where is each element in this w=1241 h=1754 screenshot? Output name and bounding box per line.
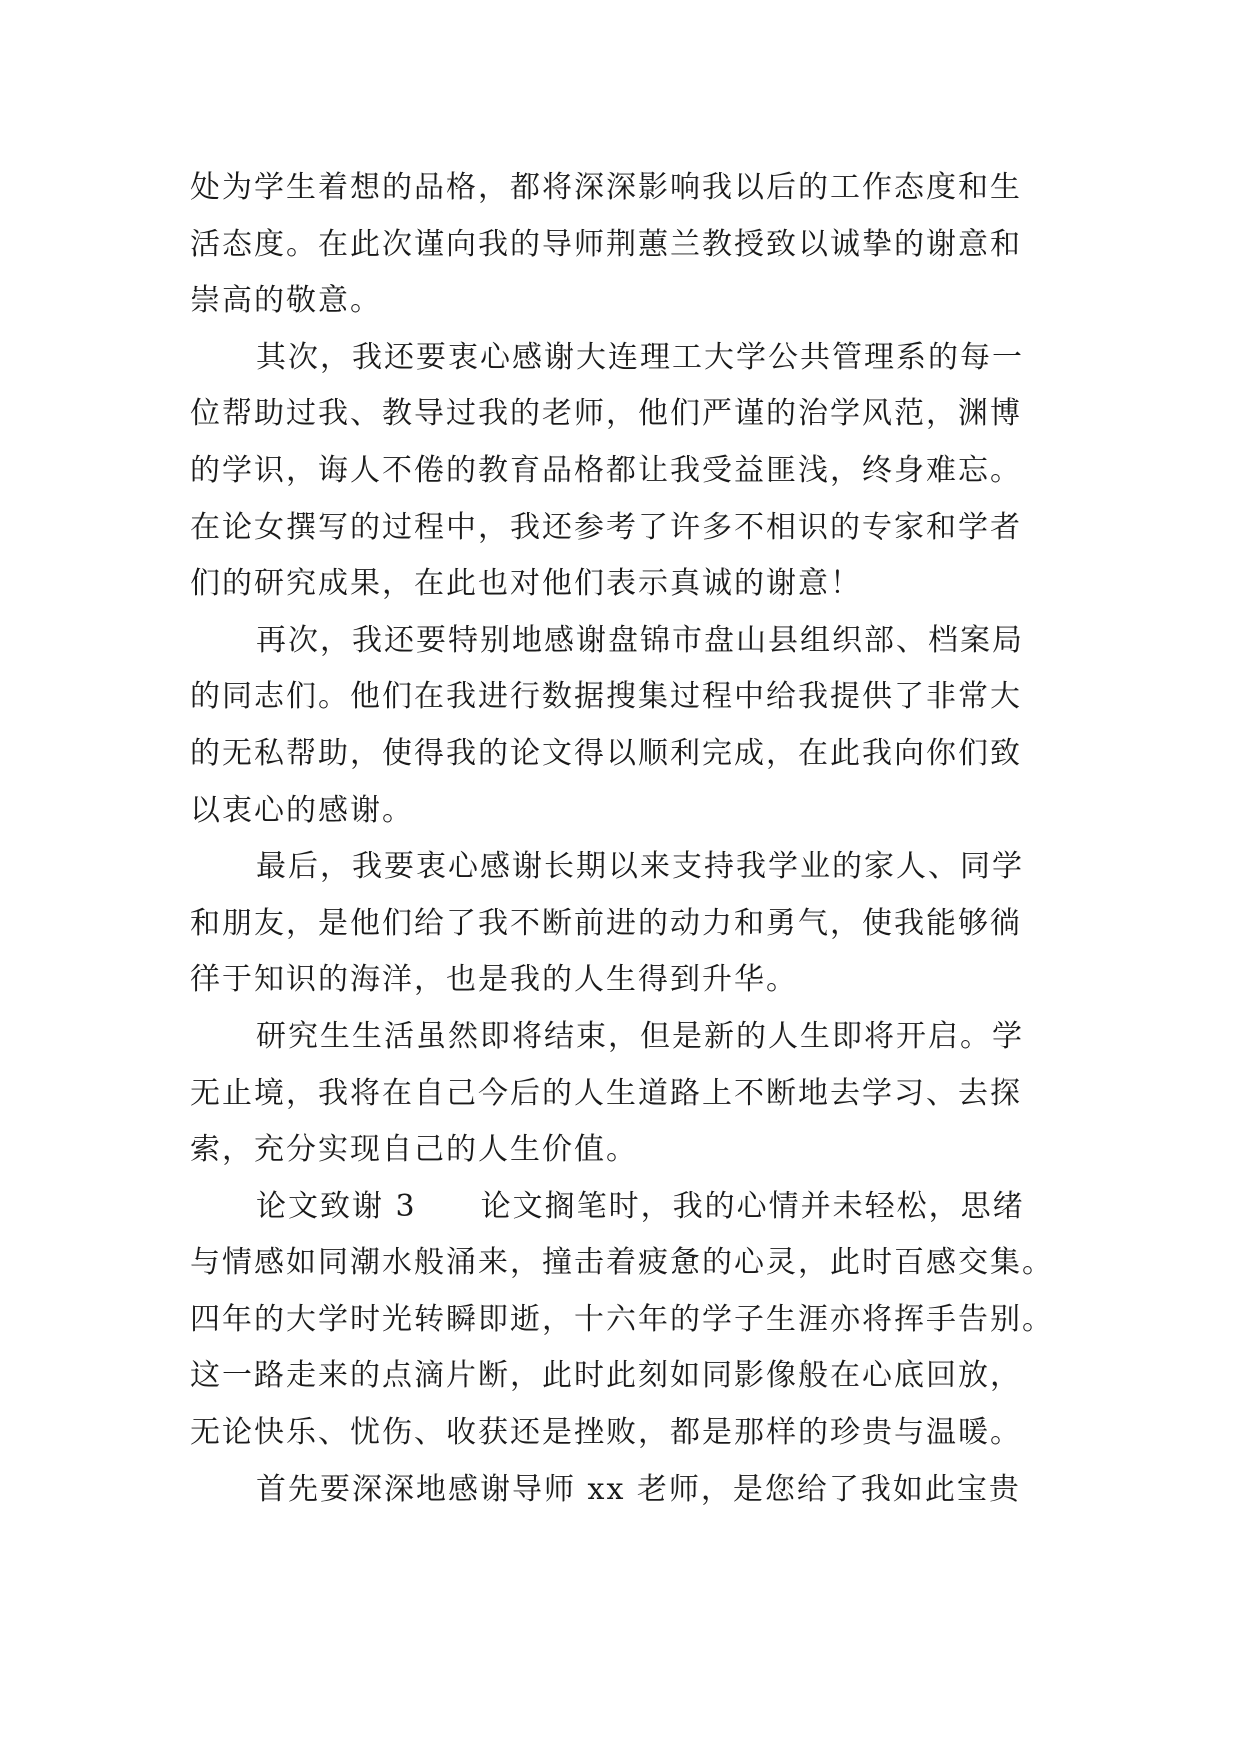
text-line: 索，充分实现自己的人生价值。 xyxy=(190,1132,638,1168)
text-line: 无止境，我将在自己今后的人生道路上不断地去学习、去探 xyxy=(190,1075,1022,1111)
text-line: 无论快乐、忧伤、收获还是挫败，都是那样的珍贵与温暖。 xyxy=(190,1415,1022,1451)
text-line: 崇高的敬意。 xyxy=(190,283,382,319)
text-line: 再次，我还要特别地感谢盘锦市盘山县组织部、档案局 xyxy=(256,622,1024,658)
text-line: 活态度。在此次谨向我的导师荆蕙兰教授致以诚挚的谢意和 xyxy=(190,226,1022,262)
text-line: 位帮助过我、教导过我的老师，他们严谨的治学风范，渊博 xyxy=(190,396,1022,432)
text-line: 最后，我要衷心感谢长期以来支持我学业的家人、同学 xyxy=(256,849,1024,885)
text-line: 的学识，诲人不倦的教育品格都让我受益匪浅，终身难忘。 xyxy=(190,452,1022,488)
text-line: 与情感如同潮水般涌来，撞击着疲惫的心灵，此时百感交集。 xyxy=(190,1245,1054,1281)
text-line: 和朋友，是他们给了我不断前进的动力和勇气，使我能够徜 xyxy=(190,905,1022,941)
text-line: 徉于知识的海洋，也是我的人生得到升华。 xyxy=(190,962,798,998)
text-line: 研究生生活虽然即将结束，但是新的人生即将开启。学 xyxy=(256,1018,1024,1054)
text-line: 这一路走来的点滴片断，此时此刻如同影像般在心底回放， xyxy=(190,1358,1022,1394)
text-line: 论文致谢 3 论文搁笔时，我的心情并未轻松，思绪 xyxy=(256,1188,1025,1224)
text-line: 四年的大学时光转瞬即逝，十六年的学子生涯亦将挥手告别。 xyxy=(190,1301,1054,1337)
text-line: 其次，我还要衷心感谢大连理工大学公共管理系的每一 xyxy=(256,339,1024,375)
text-line: 在论女撰写的过程中，我还参考了许多不相识的专家和学者 xyxy=(190,509,1022,545)
text-line: 处为学生着想的品格，都将深深影响我以后的工作态度和生 xyxy=(190,170,1022,205)
text-line: 以衷心的感谢。 xyxy=(190,792,414,828)
text-line: 的无私帮助，使得我的论文得以顺利完成，在此我向你们致 xyxy=(190,735,1022,771)
text-line: 们的研究成果，在此也对他们表示真诚的谢意！ xyxy=(190,566,862,602)
body-text xyxy=(190,160,1060,1518)
text-line: 首先要深深地感谢导师 xx 老师，是您给了我如此宝贵 xyxy=(256,1471,1021,1507)
text-line: 的同志们。他们在我进行数据搜集过程中给我提供了非常大 xyxy=(190,679,1022,715)
